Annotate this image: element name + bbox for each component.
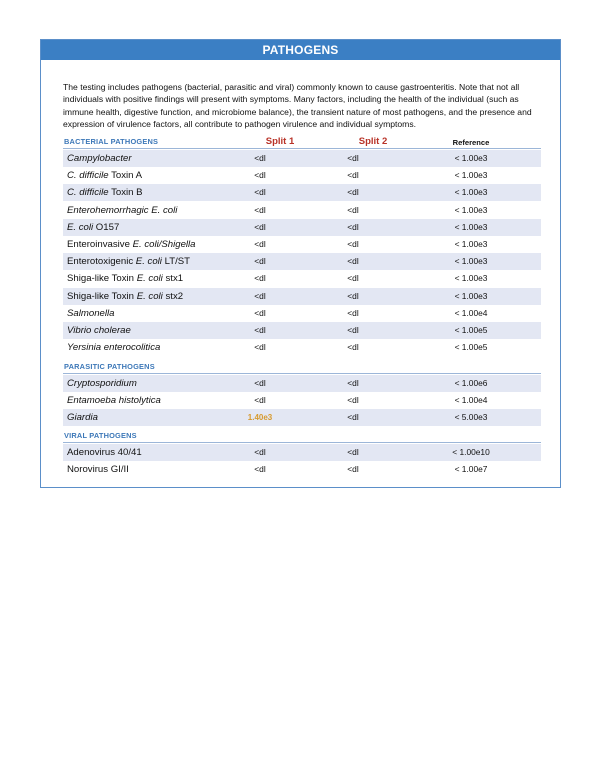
split2-value: <dl <box>347 170 359 181</box>
pathogen-name <box>67 288 183 305</box>
pathogen-name-part: Campylobacter <box>67 153 132 164</box>
reference-value: < 1.00e3 <box>454 187 488 198</box>
pathogen-name-part: Shiga-like Toxin <box>67 290 137 302</box>
split2-value: <dl <box>347 273 359 284</box>
split2-value: <dl <box>347 153 359 163</box>
pathogen-name <box>67 375 137 392</box>
pathogen-name-part: Giardia <box>67 412 98 424</box>
table-row <box>63 236 541 253</box>
intro-text: The testing includes pathogens (bacterial, parasitic and viral) commonly known to cause gastroenteritis. Note that not all individuals with positive findings will present with symptoms. Many factors, including the health of the individual (such as immune health, digestive function, and microbiome balance), the transient nature of most pathogens, and the presence and expression of virulence factors, all contribute to pathogen virulence and individual symptoms. <box>63 82 532 130</box>
split1-value: <dl <box>254 290 266 301</box>
table-row <box>63 444 541 461</box>
pathogen-name <box>67 305 114 322</box>
reference-value: < 1.00e5 <box>454 325 488 335</box>
pathogen-name <box>67 339 160 356</box>
pathogen-name-part: Enteroinvasive <box>67 239 133 250</box>
table-row <box>63 392 541 409</box>
pathogen-name-part: Cryptosporidium <box>67 378 137 389</box>
table-row <box>63 167 541 184</box>
table-row <box>63 253 541 270</box>
pathogen-name-part: E. coli <box>135 256 162 268</box>
pathogen-name-part: Salmonella <box>67 307 115 319</box>
pathogen-name-part: Toxin A <box>108 170 143 182</box>
pathogen-name-part: C. difficile <box>67 187 109 199</box>
pathogen-name <box>67 392 161 409</box>
section-header-parasitic <box>63 359 541 374</box>
panel-title: PATHOGENS <box>41 40 560 60</box>
table-row <box>63 219 541 236</box>
split2-value: <dl <box>347 204 359 215</box>
pathogen-name <box>67 444 142 461</box>
pathogen-name-part: LT/ST <box>161 256 191 268</box>
table-row <box>63 202 541 219</box>
pathogen-name <box>67 184 143 201</box>
table-row <box>63 322 541 339</box>
table-row <box>63 288 541 305</box>
table-row <box>63 461 541 478</box>
split2-value: <dl <box>347 325 359 335</box>
split1-value: <dl <box>254 273 266 284</box>
pathogen-name-part: C. difficile <box>67 170 109 182</box>
split1-value: <dl <box>254 204 266 215</box>
table-row <box>63 150 541 167</box>
pathogen-name-part: O157 <box>93 221 120 233</box>
split1-value: <dl <box>254 170 266 181</box>
pathogens-panel <box>40 39 561 488</box>
pathogen-name <box>67 150 132 167</box>
split1-value: <dl <box>254 153 266 163</box>
split1-value: <dl <box>254 307 266 318</box>
table-row <box>63 375 541 392</box>
pathogen-name-part: Vibrio cholerae <box>67 325 131 336</box>
reference-value: < 1.00e7 <box>454 464 488 475</box>
split1-value: <dl <box>254 325 266 335</box>
reference-value: < 1.00e3 <box>454 256 488 267</box>
reference-value: < 1.00e5 <box>454 342 488 353</box>
reference-value: < 1.00e3 <box>454 153 488 163</box>
split2-value: <dl <box>347 447 359 457</box>
pathogen-name-part: Enterotoxigenic <box>67 256 136 268</box>
section-header-viral <box>63 428 541 443</box>
pathogen-name-part: Adenovirus 40/41 <box>67 447 142 458</box>
reference-value: < 5.00e3 <box>454 412 488 423</box>
column-header-split1: Split 1 <box>265 136 295 147</box>
table-row <box>63 270 541 287</box>
split2-value: <dl <box>347 221 359 232</box>
split2-value: <dl <box>347 307 359 318</box>
reference-value: < 1.00e10 <box>452 447 490 457</box>
split2-value: <dl <box>347 342 359 353</box>
pathogen-name <box>67 270 183 287</box>
split1-value: <dl <box>254 464 266 475</box>
section-title: PARASITIC PATHOGENS <box>64 362 155 371</box>
pathogen-name-part: E. coli/Shigella <box>132 239 196 250</box>
pathogen-name-part: Yersinia enterocolitica <box>67 342 161 354</box>
table-row <box>63 184 541 201</box>
pathogen-name-part: Norovirus GI/II <box>67 464 129 476</box>
pathogen-name <box>67 461 129 478</box>
reference-value: < 1.00e3 <box>454 290 488 301</box>
reference-value: < 1.00e4 <box>454 307 488 318</box>
split2-value: <dl <box>347 378 359 388</box>
split1-value: <dl <box>254 187 266 198</box>
pathogen-name <box>67 322 131 339</box>
pathogen-name <box>67 202 177 219</box>
split2-value: <dl <box>347 290 359 301</box>
column-header-split2: Split 2 <box>358 136 388 147</box>
pathogen-name <box>67 167 142 184</box>
split1-value: 1.40e3 <box>247 413 273 423</box>
reference-value: < 1.00e3 <box>454 273 488 284</box>
pathogen-name <box>67 253 190 270</box>
split2-value: <dl <box>347 464 359 475</box>
split1-value: <dl <box>254 395 266 406</box>
section-header-bacterial <box>63 134 541 149</box>
reference-value: < 1.00e3 <box>454 204 488 215</box>
pathogen-name-part: Entamoeba histolytica <box>67 395 161 407</box>
column-header-reference: Reference <box>452 138 490 147</box>
split1-value: <dl <box>254 378 266 388</box>
split1-value: <dl <box>254 239 266 249</box>
split2-value: <dl <box>347 256 359 267</box>
reference-value: < 1.00e4 <box>454 395 488 406</box>
reference-value: < 1.00e3 <box>454 170 488 181</box>
reference-value: < 1.00e3 <box>454 239 488 249</box>
pathogen-name-part: E. coli <box>136 273 163 285</box>
pathogen-name-part: E. coli <box>136 290 163 302</box>
split1-value: <dl <box>254 342 266 353</box>
pathogen-name-part: stx2 <box>162 290 184 302</box>
split2-value: <dl <box>347 239 359 249</box>
split2-value: <dl <box>347 412 359 423</box>
split2-value: <dl <box>347 187 359 198</box>
table-row <box>63 339 541 356</box>
split1-value: <dl <box>254 256 266 267</box>
pathogen-name-part: stx1 <box>162 273 184 285</box>
table-row <box>63 305 541 322</box>
section-title: BACTERIAL PATHOGENS <box>64 137 159 146</box>
reference-value: < 1.00e3 <box>454 221 488 232</box>
split1-value: <dl <box>254 447 266 457</box>
reference-value: < 1.00e6 <box>454 378 488 388</box>
pathogen-name <box>67 219 119 236</box>
pathogen-name-part: Shiga-like Toxin <box>67 273 137 285</box>
pathogen-name-part: Enterohemorrhagic E. coli <box>67 204 178 216</box>
split2-value: <dl <box>347 395 359 406</box>
pathogen-name <box>67 409 98 426</box>
pathogen-name <box>67 236 196 253</box>
pathogen-name-part: E. coli <box>67 221 94 233</box>
pathogen-name-part: Toxin B <box>108 187 143 199</box>
table-row <box>63 409 541 426</box>
section-title: VIRAL PATHOGENS <box>64 431 137 440</box>
split1-value: <dl <box>254 221 266 232</box>
